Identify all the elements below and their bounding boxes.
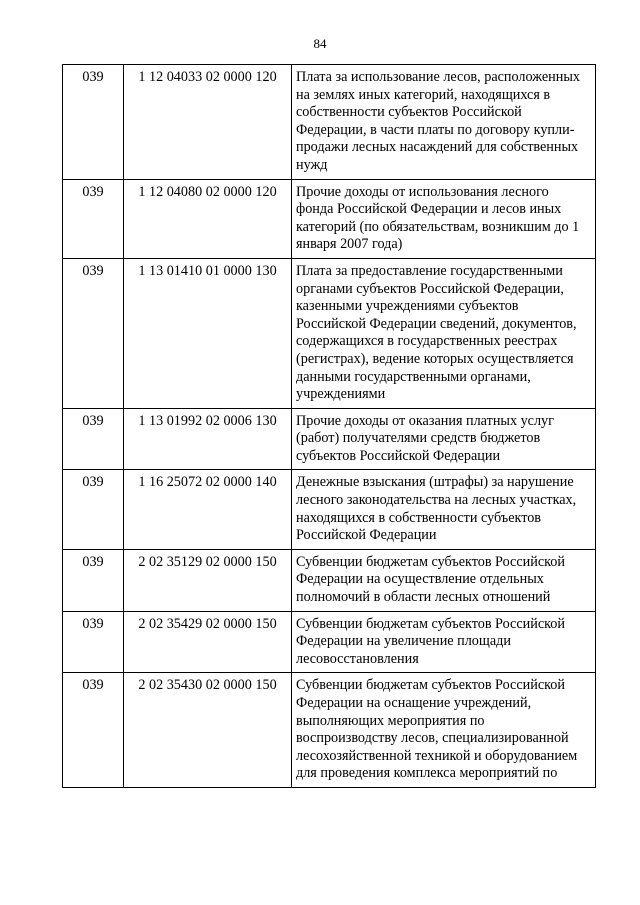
description-line: Субвенции бюджетам субъектов Российской bbox=[296, 677, 565, 694]
table-row bbox=[63, 65, 596, 180]
description-line: полномочий в области лесных отношений bbox=[296, 589, 551, 606]
admin-code-cell: 039 bbox=[63, 611, 124, 673]
page-number: 84 bbox=[313, 36, 327, 51]
description-line: субъектов Российской Федерации bbox=[296, 447, 501, 464]
description-line: выполняющих мероприятия по bbox=[296, 712, 485, 729]
description-line: находящихся в собственности субъектов bbox=[296, 509, 542, 526]
description-line: Прочие доходы от использования лесного bbox=[296, 183, 549, 200]
admin-code-cell: 039 bbox=[63, 179, 124, 258]
admin-code-cell: 039 bbox=[63, 470, 124, 549]
table-row bbox=[63, 179, 596, 258]
description-line: Российской Федерации сведений, документов, bbox=[296, 315, 577, 332]
description-line: содержащихся в государственных реестрах bbox=[296, 333, 558, 350]
description-line: воспроизводству лесов, специализированной bbox=[296, 730, 569, 747]
description-line: лесовосстановления bbox=[296, 650, 419, 667]
table-row bbox=[63, 611, 596, 673]
description-line: Плата за предоставление государственными bbox=[296, 262, 563, 279]
table-row bbox=[63, 470, 596, 549]
description-line: лесного законодательства на лесных участках, bbox=[296, 492, 577, 509]
description-line: для проведения комплекса мероприятий по bbox=[296, 765, 558, 782]
description-line: Денежные взыскания (штрафы) за нарушение bbox=[296, 474, 574, 491]
table-body bbox=[63, 65, 596, 788]
description-line: Федерации на осуществление отдельных bbox=[296, 571, 544, 588]
budget-code-cell: 1 16 25072 02 0000 140 bbox=[124, 470, 292, 549]
description-line: казенными учреждениями субъектов bbox=[296, 298, 519, 315]
table-row bbox=[63, 549, 596, 611]
table-row bbox=[63, 258, 596, 408]
description-line: данными государственными органами, bbox=[296, 368, 531, 385]
description-line: Субвенции бюджетам субъектов Российской bbox=[296, 553, 565, 570]
description-cell bbox=[292, 611, 596, 673]
budget-code-cell: 1 13 01410 01 0000 130 bbox=[124, 258, 292, 408]
budget-code-cell: 1 12 04080 02 0000 120 bbox=[124, 179, 292, 258]
description-line: учреждениями bbox=[296, 386, 386, 403]
description-line: лесохозяйственной техникой и оборудованием bbox=[296, 747, 578, 764]
description-line: Федерации, в части платы по договору купли- bbox=[296, 121, 575, 138]
admin-code-cell: 039 bbox=[63, 65, 124, 180]
description-line: Субвенции бюджетам субъектов Российской bbox=[296, 615, 565, 632]
admin-code-cell: 039 bbox=[63, 258, 124, 408]
budget-code-cell: 2 02 35429 02 0000 150 bbox=[124, 611, 292, 673]
description-cell bbox=[292, 470, 596, 549]
description-line: продажи лесных насаждений для собственных bbox=[296, 139, 579, 156]
description-line: Российской Федерации bbox=[296, 527, 437, 544]
description-line: января 2007 года) bbox=[296, 236, 403, 253]
description-line: фонда Российской Федерации и лесов иных bbox=[296, 201, 562, 218]
description-line: Федерации на увеличение площади bbox=[296, 633, 511, 650]
description-line: (работ) получателями средств бюджетов bbox=[296, 430, 541, 447]
description-line: на землях иных категорий, находящихся в bbox=[296, 86, 551, 103]
budget-codes-table bbox=[62, 64, 596, 788]
description-cell bbox=[292, 408, 596, 470]
budget-code-cell: 2 02 35129 02 0000 150 bbox=[124, 549, 292, 611]
description-line: категорий (по обязательствам, возникшим до 1 bbox=[296, 218, 580, 235]
table-row bbox=[63, 408, 596, 470]
description-line: Федерации на оснащение учреждений, bbox=[296, 695, 532, 711]
description-cell bbox=[292, 258, 596, 408]
budget-code-cell: 1 13 01992 02 0006 130 bbox=[124, 408, 292, 470]
description-line: собственности субъектов Российской bbox=[296, 104, 522, 121]
description-cell bbox=[292, 65, 596, 180]
description-line: Плата за использование лесов, расположенных bbox=[296, 69, 580, 85]
description-cell bbox=[292, 549, 596, 611]
description-line: нужд bbox=[296, 156, 328, 173]
description-line: органами субъектов Российской Федерации, bbox=[296, 280, 564, 297]
description-cell bbox=[292, 179, 596, 258]
description-line: (регистрах), ведение которых осуществляется bbox=[296, 350, 574, 367]
description-line: Прочие доходы от оказания платных услуг bbox=[296, 412, 554, 429]
admin-code-cell: 039 bbox=[63, 673, 124, 788]
budget-code-cell: 1 12 04033 02 0000 120 bbox=[124, 65, 292, 180]
description-cell bbox=[292, 673, 596, 788]
table-row bbox=[63, 673, 596, 788]
budget-code-cell: 2 02 35430 02 0000 150 bbox=[124, 673, 292, 788]
admin-code-cell: 039 bbox=[63, 549, 124, 611]
admin-code-cell: 039 bbox=[63, 408, 124, 470]
